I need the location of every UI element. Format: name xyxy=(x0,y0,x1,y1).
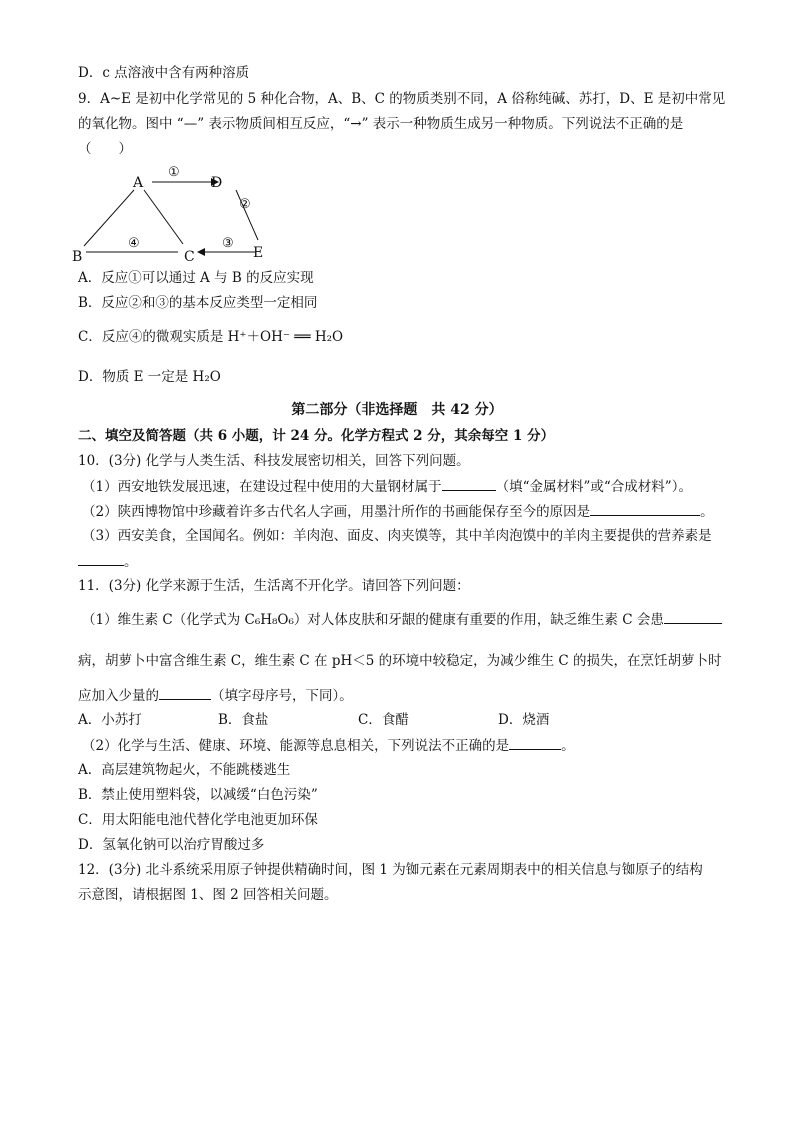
q10-part2-text: （2）陕西博物馆中珍藏着许多古代名人字画，用墨汁所作的书画能保存至今的原因是 xyxy=(82,504,591,520)
q11-option-a: A．高层建筑物起火，不能跳楼逃生 xyxy=(78,762,291,778)
part2-title: 第二部分（非选择题 共 42 分） xyxy=(291,402,503,418)
q12-stem-line2: 示意图，请根据图 1、图 2 回答相关问题。 xyxy=(78,887,338,903)
q10-part1-hint: （填“金属材料”或“合成材料”）。 xyxy=(495,479,692,495)
node-e: E xyxy=(253,245,264,261)
q11-option-c: C．用太阳能电池代替化学电池更加环保 xyxy=(78,812,318,828)
section-heading: 二、填空及简答题（共 6 小题，计 24 分。化学方程式 2 分，其余每空 1 分） xyxy=(78,428,555,444)
q11-option-d: D．氢氧化钠可以治疗胃酸过多 xyxy=(78,837,265,853)
label-reaction-4: ④ xyxy=(128,236,140,251)
q11-part2-text: （2）化学与生活、健康、环境、能源等息息相关，下列说法不正确的是 xyxy=(82,738,510,754)
q10-part2-end: 。 xyxy=(700,504,714,520)
q11-part1-line1 xyxy=(82,610,722,629)
q10-part1 xyxy=(82,477,692,496)
q11-stem: 11．(3分) 化学来源于生活，生活离不开化学。请回答下列问题： xyxy=(78,578,470,594)
q10-part1-text: （1）西安地铁发展迅速，在建设过程中使用的大量钢材属于 xyxy=(82,479,442,495)
q11-part2-end: 。 xyxy=(561,738,575,754)
q11-part1-text3: 应加入少量的 xyxy=(78,688,159,704)
q11-choice-d: D．烧酒 xyxy=(498,712,550,728)
q10-blank-2[interactable] xyxy=(590,502,700,516)
q10-part2 xyxy=(82,502,714,521)
q11-choices xyxy=(78,711,549,729)
q9-option-a: A．反应①可以通过 A 与 B 的反应实现 xyxy=(78,270,314,286)
q12-stem-line1: 12．(3分) 北斗系统采用原子钟提供精确时间，图 1 为铷元素在元素周期表中的相关信息与铷原子的结构 xyxy=(78,862,703,878)
q11-choice-a: A．小苏打 xyxy=(78,712,142,728)
q10-part3-end: 。 xyxy=(124,554,138,570)
node-b: B xyxy=(72,249,83,265)
q11-blank-1[interactable] xyxy=(664,610,722,624)
q11-option-b: B．禁止使用塑料袋，以减缓“白色污染” xyxy=(78,787,318,803)
q11-blank-3[interactable] xyxy=(509,736,561,750)
q9-option-d: D．物质 E 一定是 H₂O xyxy=(78,369,221,385)
label-reaction-1: ① xyxy=(168,165,180,180)
q11-blank-2[interactable] xyxy=(159,686,211,700)
q11-part1-line3 xyxy=(78,686,353,705)
label-reaction-2: ② xyxy=(239,197,251,212)
q9-stem-line1: 9．A~E 是初中化学常见的 5 种化合物，A、B、C 的物质类别不同，A 俗称纯碱、苏打，D、E 是初中常见 xyxy=(78,91,726,107)
q11-choice-b: B．食盐 xyxy=(218,712,269,728)
q9-option-b: B．反应②和③的基本反应类型一定相同 xyxy=(78,295,318,311)
q9-answer-paren: （ ） xyxy=(78,141,132,157)
q8-option-d: D．c 点溶液中含有两种溶质 xyxy=(78,65,250,81)
line-a-c xyxy=(144,190,183,244)
q11-choice-c: C．食醋 xyxy=(358,712,409,728)
q9-option-c: C．反应④的微观实质是 H⁺＋OH⁻ ══ H₂O xyxy=(78,329,344,345)
q10-stem: 10．(3分) 化学与人类生活、科技发展密切相关，回答下列问题。 xyxy=(78,453,470,469)
q10-part3-answer xyxy=(78,552,138,571)
q10-part3-text: （3）西安美食，全国闻名。例如：羊肉泡、面皮、肉夹馍等，其中羊肉泡馍中的羊肉主要提供的营养素是 xyxy=(82,528,712,544)
q10-blank-1[interactable] xyxy=(442,477,496,491)
q10-blank-3[interactable] xyxy=(78,552,124,566)
node-a: A xyxy=(133,175,144,191)
node-c: C xyxy=(184,249,195,265)
q11-part1-text: （1）维生素 C（化学式为 C₆H₈O₆）对人体皮肤和牙龈的健康有重要的作用，缺乏维生素 C 会患 xyxy=(82,612,664,628)
q11-part1-hint: （填字母序号，下同）。 xyxy=(211,688,353,704)
q11-part1-line2: 病，胡萝卜中富含维生素 C，维生素 C 在 pH＜5 的环境中较稳定，为减少维生 C 的损失，在烹饪胡萝卜时 xyxy=(78,653,722,669)
q11-part2 xyxy=(82,736,575,755)
reaction-diagram xyxy=(70,160,300,270)
q9-stem-line2: 的氧化物。图中 “—” 表示物质间相互反应，“→” 表示一种物质生成另一种物质。下列说法不正确的是 xyxy=(78,116,684,132)
line-a-b xyxy=(84,190,134,246)
node-d: D xyxy=(211,175,223,191)
label-reaction-3: ③ xyxy=(222,236,234,251)
